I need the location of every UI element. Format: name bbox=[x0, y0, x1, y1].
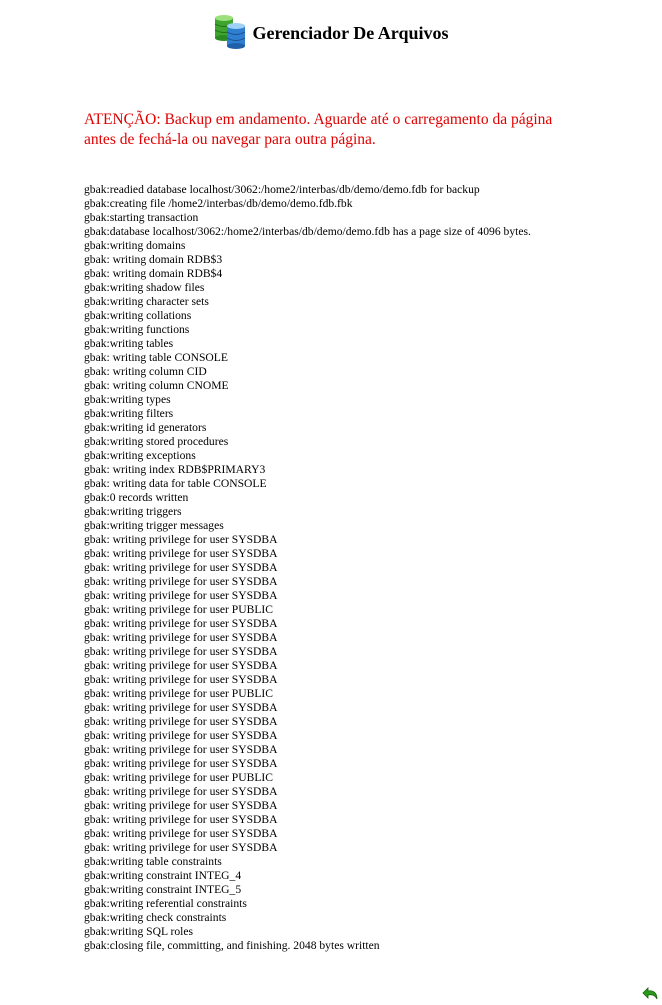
backup-log bbox=[84, 183, 654, 953]
log-line: gbak:writing filters bbox=[84, 407, 174, 420]
log-line: gbak:writing SQL roles bbox=[84, 925, 194, 938]
log-line: gbak:writing triggers bbox=[84, 505, 182, 518]
log-line: gbak: writing privilege for user SYSDBA bbox=[84, 799, 278, 812]
log-line: gbak: writing privilege for user PUBLIC bbox=[84, 687, 274, 700]
log-line: gbak: writing privilege for user SYSDBA bbox=[84, 715, 278, 728]
log-line: gbak: writing data for table CONSOLE bbox=[84, 477, 267, 490]
log-line: gbak: writing privilege for user SYSDBA bbox=[84, 631, 278, 644]
log-line: gbak: writing privilege for user PUBLIC bbox=[84, 603, 274, 616]
backup-warning: ATENÇÃO: Backup em andamento. Aguarde até o carregamento da página antes de fechá-la ou navegar para outra página. bbox=[84, 111, 553, 148]
log-line: gbak: writing privilege for user SYSDBA bbox=[84, 841, 278, 854]
log-line: gbak: writing privilege for user SYSDBA bbox=[84, 561, 278, 574]
app-header bbox=[0, 14, 662, 50]
log-line: gbak: writing privilege for user SYSDBA bbox=[84, 575, 278, 588]
log-line: gbak: writing domain RDB$3 bbox=[84, 253, 223, 266]
log-line: gbak: writing index RDB$PRIMARY3 bbox=[84, 463, 266, 476]
log-line: gbak:writing trigger messages bbox=[84, 519, 224, 532]
log-line: gbak: writing domain RDB$4 bbox=[84, 267, 223, 280]
log-line: gbak:writing shadow files bbox=[84, 281, 205, 294]
log-line: gbak:writing exceptions bbox=[84, 449, 196, 462]
log-line: gbak:writing constraint INTEG_5 bbox=[84, 883, 242, 896]
log-line: gbak:database localhost/3062:/home2/interbas/db/demo/demo.fdb has a page size of 4096 bytes. bbox=[84, 225, 531, 238]
log-line: gbak:writing check constraints bbox=[84, 911, 227, 924]
log-line: gbak:writing types bbox=[84, 393, 171, 406]
log-line: gbak: writing privilege for user SYSDBA bbox=[84, 533, 278, 546]
log-line: gbak: writing privilege for user SYSDBA bbox=[84, 757, 278, 770]
log-line: gbak:starting transaction bbox=[84, 211, 199, 224]
log-line: gbak:writing id generators bbox=[84, 421, 207, 434]
log-line: gbak:writing collations bbox=[84, 309, 192, 322]
log-line: gbak: writing privilege for user SYSDBA bbox=[84, 827, 278, 840]
log-line: gbak: writing privilege for user SYSDBA bbox=[84, 729, 278, 742]
log-line: gbak: writing column CID bbox=[84, 365, 207, 378]
log-line: gbak:writing functions bbox=[84, 323, 190, 336]
log-line: gbak:readied database localhost/3062:/home2/interbas/db/demo/demo.fdb for backup bbox=[84, 183, 480, 196]
database-icon bbox=[213, 14, 249, 50]
log-line: gbak: writing privilege for user SYSDBA bbox=[84, 785, 278, 798]
log-line: gbak: writing table CONSOLE bbox=[84, 351, 228, 364]
log-line: gbak: writing privilege for user SYSDBA bbox=[84, 673, 278, 686]
log-line: gbak: writing privilege for user SYSDBA bbox=[84, 589, 278, 602]
log-line: gbak:closing file, committing, and finishing. 2048 bytes written bbox=[84, 939, 380, 952]
log-line: gbak: writing privilege for user SYSDBA bbox=[84, 701, 278, 714]
log-line: gbak:creating file /home2/interbas/db/demo/demo.fdb.fbk bbox=[84, 197, 353, 210]
log-line: gbak:0 records written bbox=[84, 491, 189, 504]
log-line: gbak: writing privilege for user SYSDBA bbox=[84, 645, 278, 658]
log-line: gbak:writing referential constraints bbox=[84, 897, 247, 910]
log-line: gbak:writing constraint INTEG_4 bbox=[84, 869, 242, 882]
log-line: gbak: writing privilege for user SYSDBA bbox=[84, 813, 278, 826]
back-arrow-icon[interactable] bbox=[642, 986, 660, 1002]
log-line: gbak:writing stored procedures bbox=[84, 435, 229, 448]
log-line: gbak: writing privilege for user SYSDBA bbox=[84, 547, 278, 560]
log-line: gbak:writing tables bbox=[84, 337, 174, 350]
log-line: gbak:writing character sets bbox=[84, 295, 209, 308]
page-title: Gerenciador De Arquivos bbox=[252, 22, 449, 43]
log-line: gbak: writing privilege for user PUBLIC bbox=[84, 771, 274, 784]
log-line: gbak:writing domains bbox=[84, 239, 186, 252]
log-line: gbak: writing column CNOME bbox=[84, 379, 229, 392]
log-line: gbak: writing privilege for user SYSDBA bbox=[84, 743, 278, 756]
log-line: gbak: writing privilege for user SYSDBA bbox=[84, 617, 278, 630]
log-line: gbak: writing privilege for user SYSDBA bbox=[84, 659, 278, 672]
log-line: gbak:writing table constraints bbox=[84, 855, 222, 868]
